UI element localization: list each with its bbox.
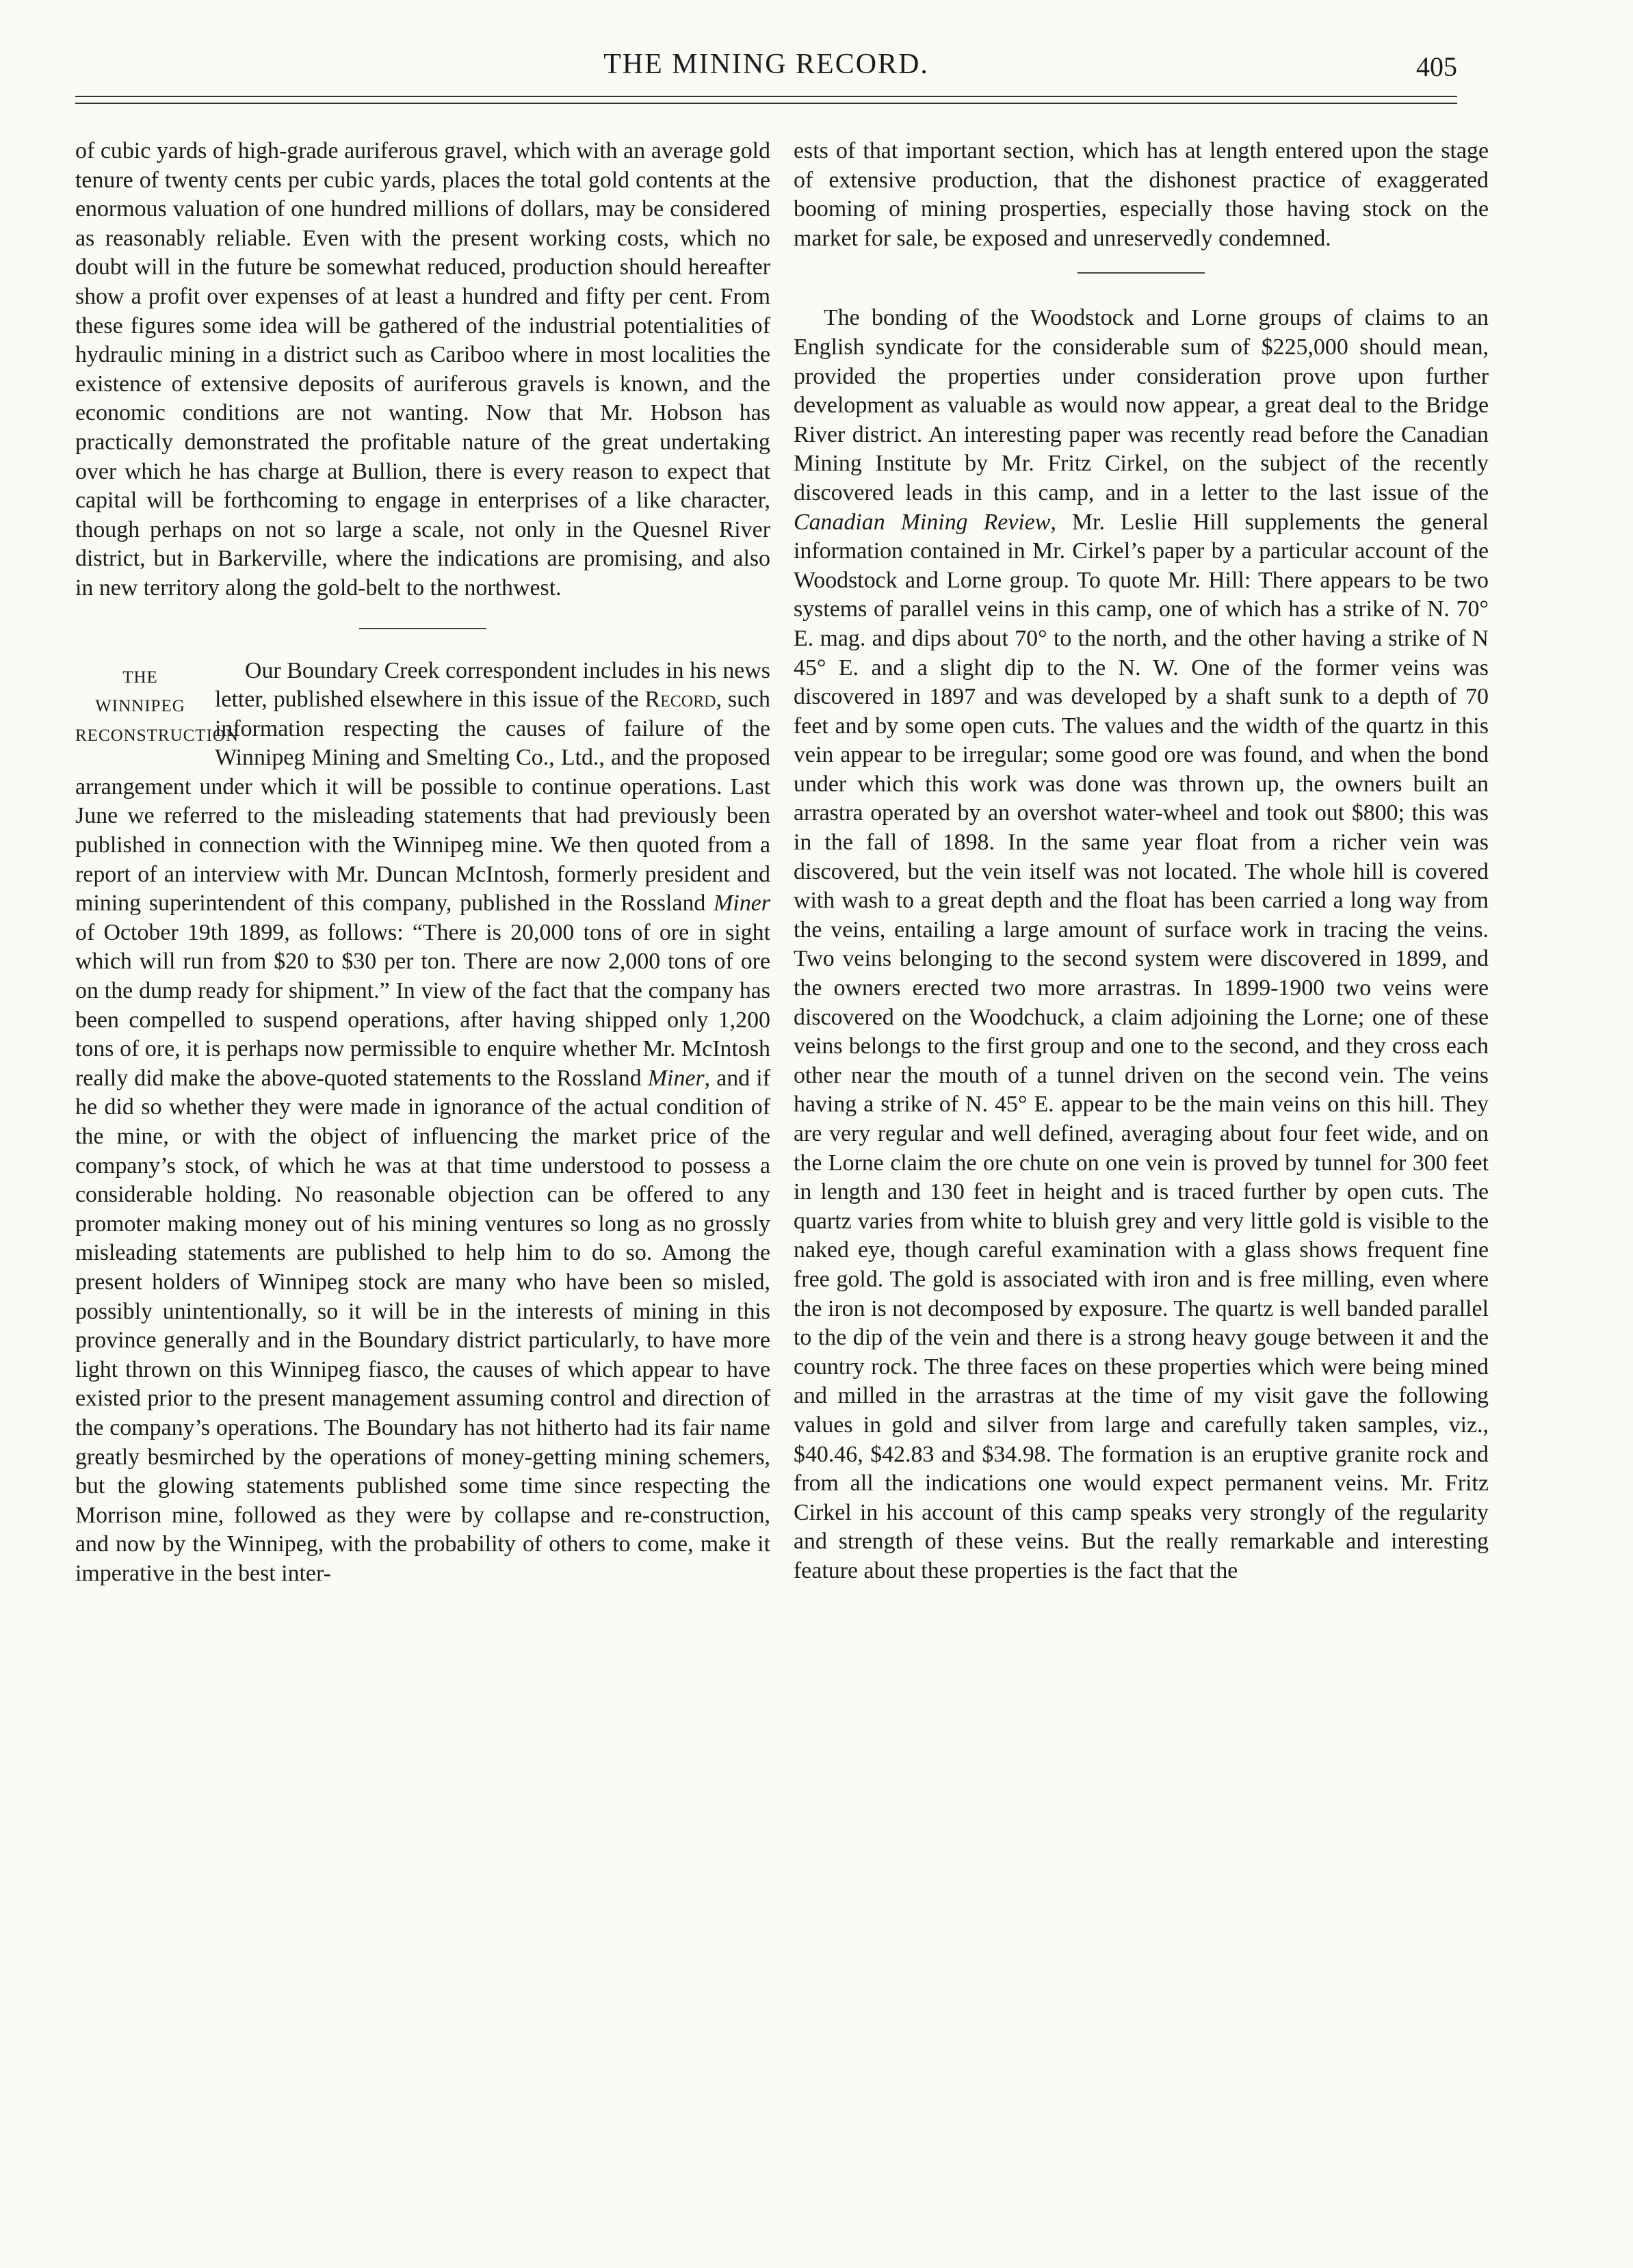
boundary-continuation-paragraph: ests of that important section, which has at length entered upon the stage of extensive production, that the dishonest practice of exaggerated booming of mining prosperties, especially those having stock on the market for sale, be exposed and unreservedly condemned.	[794, 138, 1489, 251]
header-rule-top	[75, 96, 1457, 97]
record-name: Record	[644, 687, 716, 713]
winnipeg-paragraph: THE WINNIPEG RECONSTRUCTION Our Boundary Creek correspondent includes in his news letter, published elsewhere in this issue of the Record, such information respecting the causes of failure of the Winnipeg Mining and Smelting Co., Ltd., and the proposed arrangement under which it will be possible to continue operations. Last June we referred to the misleading statements that had previously been published in connection with the Winnipeg mine. We then quoted from a report of an interview with Mr. Duncan McIntosh, formerly president and mining superintendent of this company, published in the Rossland Miner of October 19th 1899, as follows: “There is 20,000 tons of ore in sight which will run from $20 to $30 per ton. There are now 2,000 tons of ore on the dump ready for shipment.” In view of the fact that the company has been compelled to suspend operations, after having shipped only 1,200 tons of ore, it is perhaps now permissible to enquire whether Mr. McIntosh really did make the above-quoted statements to the Rossland Miner, and if he did so whether they were made in ignorance of the actual condition of the mine, or with the object of influencing the market price of the company’s stock, of which he was at that time understood to possess a considerable holding. No reasonable objection can be offered to any promoter making money out of his mining ventures so long as no grossly misleading statements are published to help him to do so. Among the present holders of Winnipeg stock are many who have been so misled, possibly unintentionally, so it will be in the interests of mining in this province generally and in the Boundary district particularly, to have more light thrown on this Winnipeg fiasco, the causes of which appear to have existed prior to the present management assuming control and direction of the company’s operations. The Boundary has not hitherto had its fair name greatly besmirched by the operations of money-getting mining schemers, but the glowing statements published some time since respecting the Morrison mine, followed as they were by collapse and re-construction, and now by the Winnipeg, with the probability of others to come, make it imperative in the best inter-	[75, 657, 770, 1589]
canadian-mining-review-name: Canadian Mining Review	[794, 509, 1051, 535]
woodstock-lorne-paragraph: The bonding of the Woodstock and Lorne groups of claims to an English syndicate for the considerable sum of $225,000 should mean, provided the properties under consideration prove upon further development as valuable as would now appear, a great deal to the Bridge River district. An interesting paper was recently read before the Canadian Mining Institute by Mr. Fritz Cirkel, on the subject of the recently discovered leads in this camp, and in a letter to the last issue of the Canadian Mining Review, Mr. Leslie Hill supplements the general information contained in Mr. Cirkel’s paper by a particular account of the Woodstock and Lorne group. To quote Mr. Hill: There appears to be two systems of parallel veins in this camp, one of which has a strike of N. 70° E. mag. and dips about 70° to the north, and the other having a strike of N 45° E. and a slight dip to the N. W. One of the former veins was discovered in 1897 and was developed by a shaft sunk to a depth of 70 feet and by some open cuts. The values and the width of the quartz in this vein appear to be irregular; some good ore was found, and when the bond under which this work was done was thrown up, the owners built an arrastra operated by an overshot water-wheel and took out $800; this was in the fall of 1898. In the same year float from a richer vein was discovered, but the vein itself was not located. The whole hill is covered with wash to a great depth and the float has been carried a long way from the veins, entailing a large amount of surface work in tracing the veins. Two veins belonging to the second system were discovered in 1899, and the owners erected two more arrastras. In 1899-1900 two veins were discovered on the Woodchuck, a claim adjoining the Lorne; one of these veins belongs to the first group and one to the second, and they cross each other near the mouth of a tunnel driven on the second vein. The veins having a strike of N. 45° E. appear to be the main veins on this hill. They are very regular and well defined, averaging about four feet wide, and on the Lorne claim the ore chute on one vein is proved by tunnel for 300 feet in length and 130 feet in height and is traced further by open cuts. The quartz varies from white to bluish grey and very little gold is visible to the naked eye, though careful examination with a glass shows frequent fine free gold. The gold is associated with iron and is free milling, even where the iron is not decomposed by exposure. The quartz is well banded parallel to the dip of the vein and there is a strong heavy gouge between it and the country rock. The three faces on these properties which were being mined and milled in the arrastras at the time of my visit gave the following values in gold and silver from large and carefully taken samples, viz., $40.46, $42.83 and $34.98. The formation is an eruptive granite rock and from all the indications one would expect permanent veins. Mr. Fritz Cirkel in his account of this camp speaks very strongly of the regularity and strength of these veins. But the really remarkable and interesting feature about these properties is the fact that the	[794, 305, 1489, 1583]
header-rule-bottom	[75, 103, 1457, 104]
miner-newspaper-name: Miner	[647, 1065, 705, 1091]
side-heading-winnipeg-reconstruction: THE WINNIPEG RECONSTRUCTION	[75, 668, 239, 745]
journal-title: THE MINING RECORD.	[603, 49, 929, 80]
running-header	[75, 45, 1457, 86]
section-divider	[359, 628, 486, 629]
section-divider	[1077, 272, 1205, 274]
cariboo-hydraulic-paragraph: of cubic yards of high-grade auriferous gravel, which with an average gold tenure of twenty cents per cubic yards, places the total gold contents at the enormous valuation of one hundred millions of dollars, may be considered as reasonably reliable. Even with the present working costs, which no doubt will in the future be somewhat reduced, production should hereafter show a profit over expenses of at least a hundred and fifty per cent. From these figures some idea will be gathered of the industrial potentialities of hydraulic mining in a district such as Cariboo where in most localities the existence of extensive deposits of auriferous gravels is known, and the economic conditions are not wanting. Now that Mr. Hobson has practically demonstrated the profitable nature of the great undertaking over which he has charge at Bullion, there is every reason to expect that capital will be forthcoming to engage in enterprises of a like character, though perhaps on not so large a scale, not only in the Quesnel River district, but in Barkerville, where the indications are promising, and also in new territory along the gold-belt to the northwest.	[75, 138, 770, 601]
left-column	[75, 137, 770, 1589]
page-number: 405	[1416, 51, 1457, 82]
right-column	[794, 137, 1489, 1586]
miner-newspaper-name: Miner	[714, 891, 770, 917]
